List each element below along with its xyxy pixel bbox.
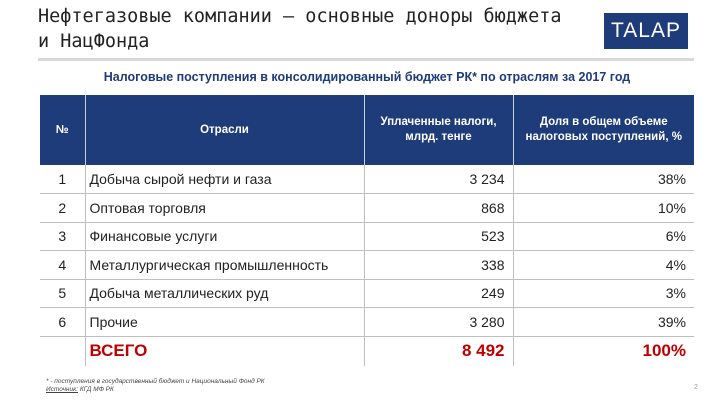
row-number: 5 xyxy=(40,279,85,308)
tax-revenue-table xyxy=(40,95,694,366)
slide-title-line1: Нефтегазовые компании – основные доноры бюджета xyxy=(38,6,562,27)
row-taxes: 249 xyxy=(364,279,513,308)
table-row xyxy=(40,194,694,223)
row-industry: Добыча сырой нефти и газа xyxy=(85,165,364,194)
row-share: 6% xyxy=(513,222,694,251)
source-text: КГД МФ РК xyxy=(79,386,114,393)
total-blank-cell xyxy=(40,336,85,366)
row-taxes: 868 xyxy=(364,194,513,223)
row-share: 39% xyxy=(513,308,694,337)
table-row xyxy=(40,165,694,194)
slide-title-line2: и НацФонда xyxy=(38,31,150,52)
total-share: 100% xyxy=(642,341,686,361)
header-number: № xyxy=(40,95,85,165)
logo-text: TALAP xyxy=(611,19,681,42)
row-share: 38% xyxy=(513,165,694,194)
table-row xyxy=(40,279,694,308)
row-taxes: 338 xyxy=(364,251,513,280)
header-share: Доля в общем объеме налоговых поступлений, % xyxy=(513,95,694,165)
row-industry: Оптовая торговля xyxy=(85,194,364,223)
row-number: 3 xyxy=(40,222,85,251)
row-industry: Металлургическая промышленность xyxy=(85,251,364,280)
row-taxes: 523 xyxy=(364,222,513,251)
table-row xyxy=(40,251,694,280)
header-industry: Отрасли xyxy=(85,95,364,165)
footnote-source xyxy=(46,386,265,394)
title-divider xyxy=(38,58,694,61)
header-taxes-paid: Уплаченные налоги, млрд. тенге xyxy=(364,95,513,165)
row-number: 4 xyxy=(40,251,85,280)
total-taxes: 8 492 xyxy=(364,336,513,366)
table-row xyxy=(40,222,694,251)
footnote xyxy=(46,378,265,394)
row-taxes: 3 280 xyxy=(364,308,513,337)
row-industry: Финансовые услуги xyxy=(85,222,364,251)
row-taxes: 3 234 xyxy=(364,165,513,194)
table-row xyxy=(40,308,694,337)
talap-logo xyxy=(604,13,688,49)
footnote-note: * - поступления в государственный бюджет и Национальный Фонд РК xyxy=(46,378,265,385)
source-label: Источник: xyxy=(46,386,78,393)
page-number: 2 xyxy=(694,384,698,391)
row-industry: Добыча металлических руд xyxy=(85,279,364,308)
total-row xyxy=(40,336,694,366)
row-number: 2 xyxy=(40,194,85,223)
row-share: 10% xyxy=(513,194,694,223)
row-share: 4% xyxy=(513,251,694,280)
table-header-row xyxy=(40,95,694,165)
row-number: 6 xyxy=(40,308,85,337)
total-label: ВСЕГО xyxy=(85,336,364,366)
row-share: 3% xyxy=(513,279,694,308)
table-caption: Налоговые поступления в консолидированный бюджет РК* по отраслям за 2017 год xyxy=(103,70,631,84)
row-number: 1 xyxy=(40,165,85,194)
row-industry: Прочие xyxy=(85,308,364,337)
slide-title xyxy=(38,4,598,54)
